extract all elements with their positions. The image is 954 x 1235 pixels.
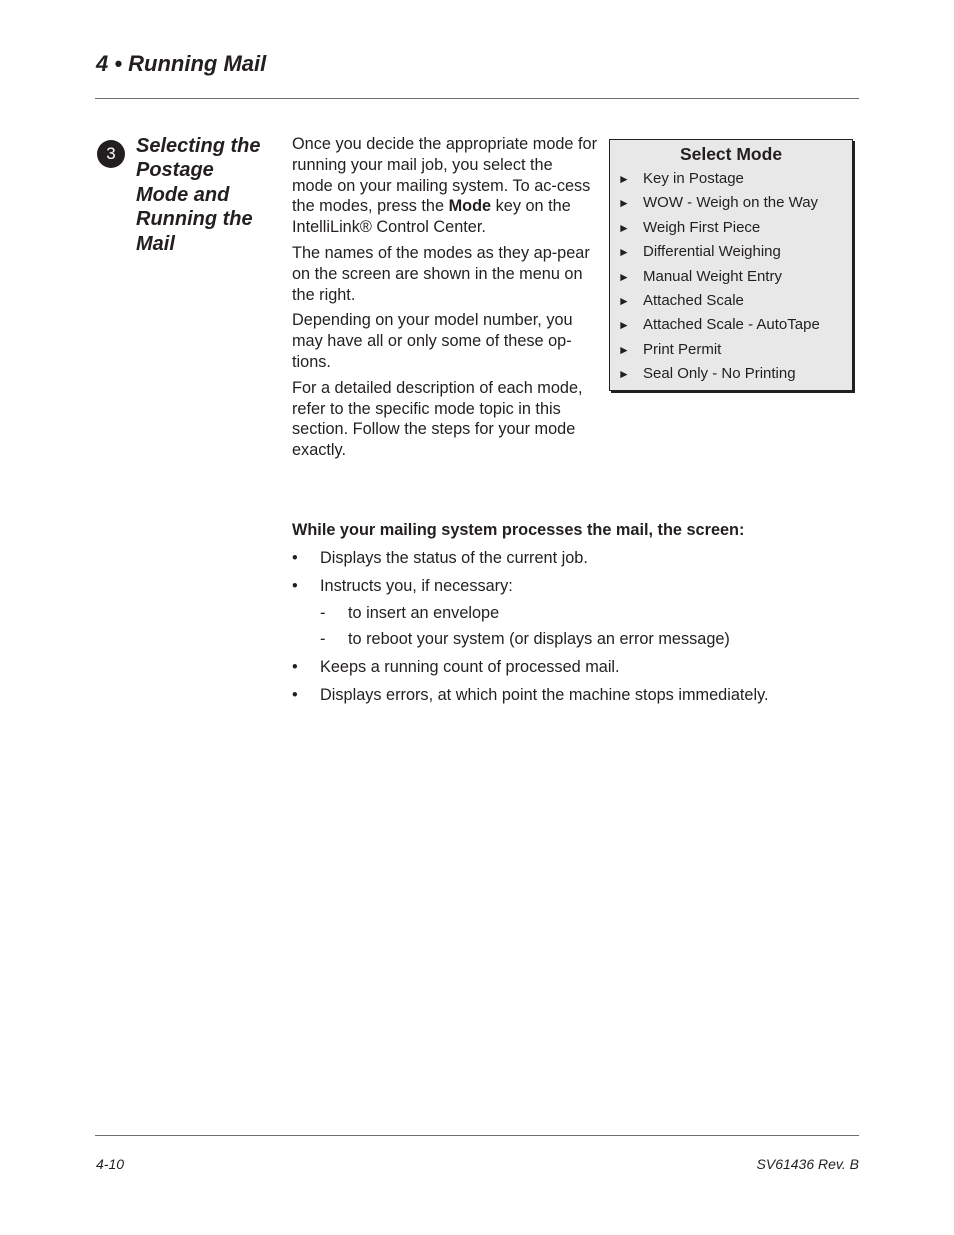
arrow-right-icon: ► [618,269,630,284]
footer-rule [95,1135,859,1136]
page-number: 4-10 [96,1156,125,1172]
bullet-icon: • [292,549,298,567]
processing-heading: While your mailing system processes the mail, the screen: [292,521,745,539]
menu-item-differential-weighing: ► Differential Weighing [610,240,852,264]
bullet-icon: • [292,658,298,676]
paragraph-4: For a detailed description of each mode, refer to the specific mode topic in this section. Follow the steps for your mode exactly. [292,378,583,460]
menu-item-manual-weight-entry: ► Manual Weight Entry [610,265,852,289]
sub-list-item: - to reboot your system (or displays an error message) [320,630,730,648]
dash-icon: - [320,630,326,648]
menu-item-attached-scale: ► Attached Scale [610,289,852,313]
menu-item-print-permit: ► Print Permit [610,338,852,362]
arrow-right-icon: ► [618,172,630,186]
arrow-right-icon: ► [618,293,630,308]
paragraph-3: Depending on your model number, you may have all or only some of these op-tions. [292,311,573,371]
document-id: SV61436 Rev. B [756,1156,859,1172]
menu-item-weigh-first-piece: ► Weigh First Piece [610,216,852,240]
intro-text [292,134,597,466]
arrow-right-icon: ► [618,318,630,333]
menu-title: Select Mode [679,144,783,164]
list-item: • Keeps a running count of processed mail. [292,658,620,676]
arrow-right-icon: ► [618,367,630,382]
bullet-icon: • [292,577,298,595]
arrow-right-icon: ► [618,342,630,357]
chapter-title: 4 • Running Mail [96,51,267,76]
list-item: • Displays the status of the current job. [292,549,588,567]
bullet-icon: • [292,686,298,704]
paragraph-1: Once you decide the appropriate mode for running your mail job, you select the mode on your mailing system. To ac-cess the modes, press the Mode key on the IntelliLink® Control Center. [292,135,598,237]
list-item: • Displays errors, at which point the machine stops immediately. [292,686,769,704]
header-rule [95,98,859,99]
menu-item-key-in-postage: ► Key in Postage [610,167,852,191]
processing-list [292,547,852,712]
section-heading: Selecting the Postage Mode and Running the Mail [136,135,261,255]
arrow-right-icon: ► [618,220,630,235]
paragraph-2: The names of the modes as they ap-pear on the screen are shown in the menu on the right. [292,243,590,304]
mode-key-label: Mode [448,197,492,216]
select-mode-menu [609,139,853,391]
mode-list [610,167,852,387]
dash-icon: - [320,604,326,622]
sub-list [320,602,852,650]
arrow-right-icon: ► [618,245,630,260]
sub-list-item: - to insert an envelope [320,604,500,622]
step-number-badge: 3 [97,140,125,168]
list-item: • Instructs you, if necessary: - to insert an envelope - to reboot your system (or displays an error message) [292,575,852,650]
menu-item-seal-only: ► Seal Only - No Printing [610,362,852,386]
menu-item-attached-scale-autotape: ► Attached Scale - AutoTape [610,313,852,337]
arrow-right-icon: ► [618,196,630,211]
menu-item-wow: ► WOW - Weigh on the Way [610,191,852,215]
